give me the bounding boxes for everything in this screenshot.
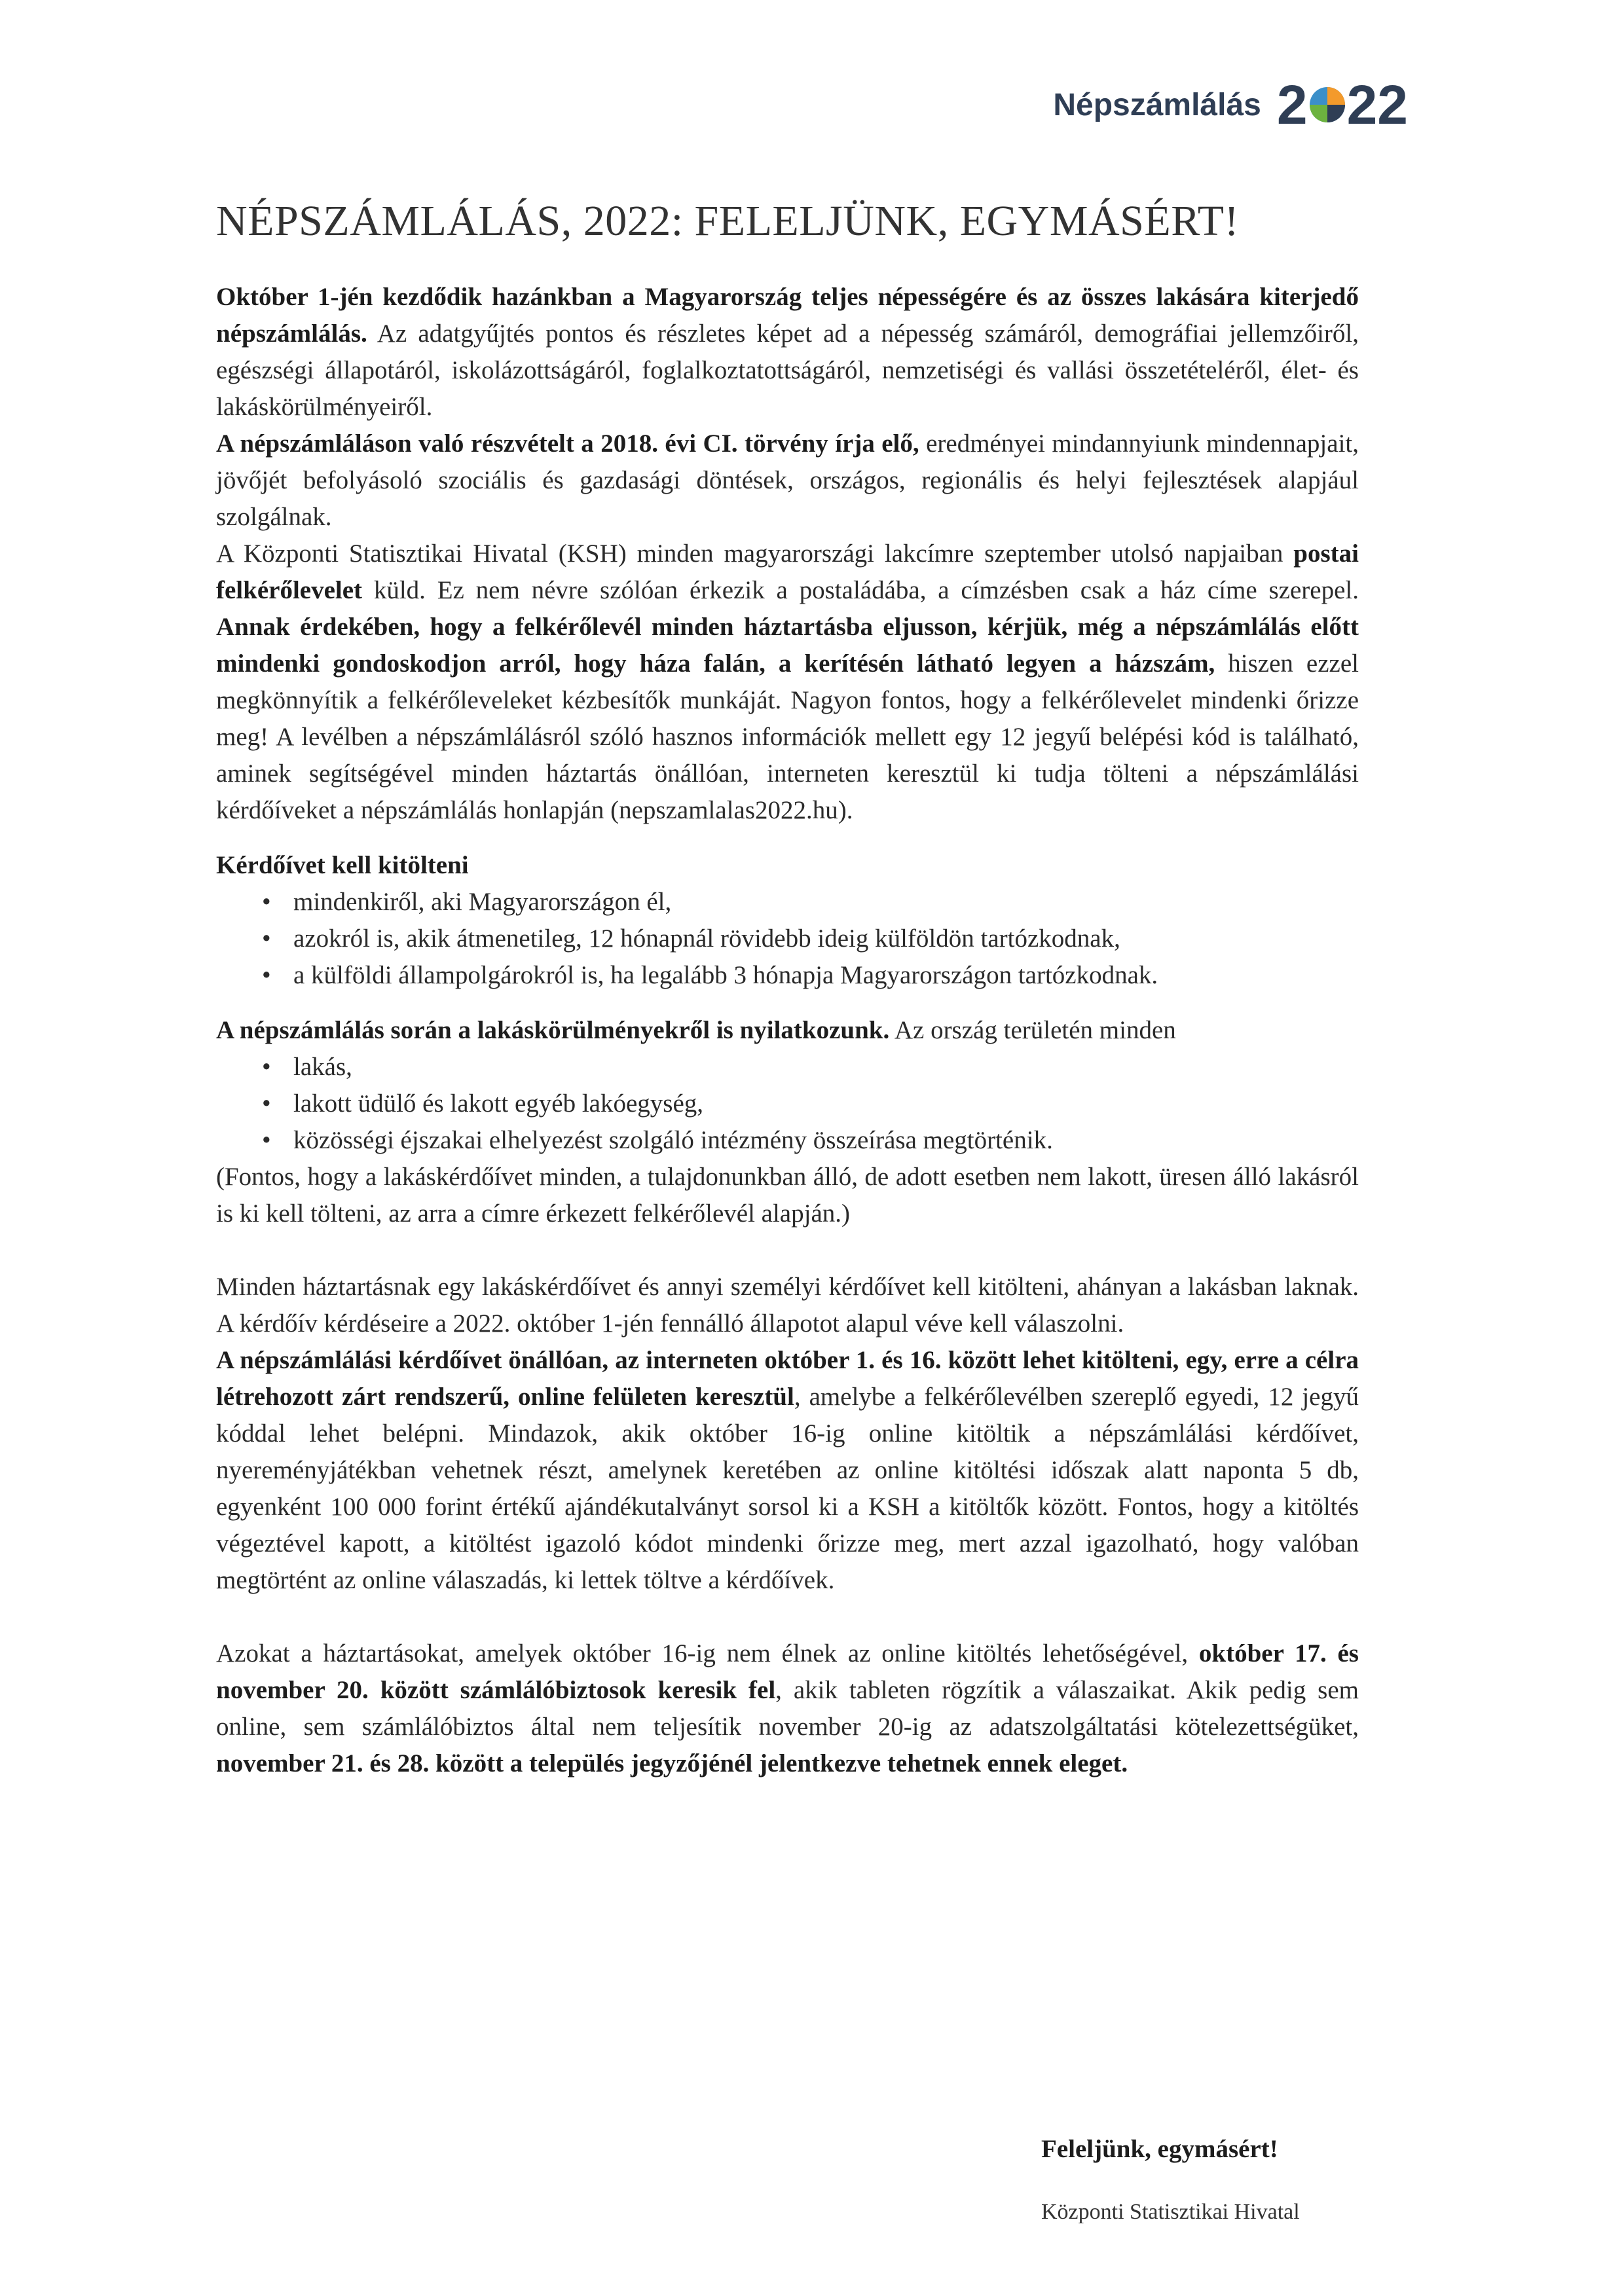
list-item: • közösségi éjszakai elhelyezést szolgáló intézmény összeírása megtörténik. <box>262 1122 1359 1159</box>
enumerators-bold-1: október 17. és november 20. között számlálóbiztosok keresik fel <box>216 1639 1359 1704</box>
housing-note: (Fontos, hogy a lakáskérdőívet minden, a tulajdonunkban álló, de adott esetben nem lakott, üresen álló lakásról is ki kell tölteni, az arra a címre érkezett felkérőlevél alapján.) <box>216 1163 1359 1228</box>
census-logo <box>1053 74 1408 136</box>
questionnaire-list <box>216 884 1359 994</box>
closing-line: Feleljünk, egymásért! <box>1041 2135 1278 2163</box>
ksh-bold-1: postai felkérőlevelet <box>216 539 1359 604</box>
ksh-text-3: hiszen ezzel megkönnyítik a felkérőleveleket kézbesítők munkáját. Nagyon fontos, hogy a felkérőlevelet mindenki őrizze meg! A levélben a népszámlálásról szóló hasznos információk mellett egy 12 jegyű belépési kód is található, aminek segítségével minden háztartás önállóan, interneten keresztül ki tudja tölteni a népszámlálási kérdőíveket a népszámlálás honlapján (nepszamlalas2022.hu). <box>216 649 1359 824</box>
logo-year-left: 2 <box>1276 74 1308 136</box>
law-bold: A népszámláláson való részvételt a 2018. évi CI. törvény írja elő, <box>216 429 919 458</box>
online-bold: A népszámlálási kérdőívet önállóan, az interneten október 1. és 16. között lehet kitölteni, egy, erre a célra létrehozott zárt rendszerű, online felületen keresztül <box>216 1346 1359 1411</box>
letter-body <box>216 196 1359 1782</box>
list-item: • lakás, <box>262 1049 1359 1085</box>
ksh-paragraph <box>216 536 1359 829</box>
questionnaire-heading-text: Kérdőívet kell kitölteni <box>216 851 469 879</box>
online-text: , amelybe a felkérőlevélben szereplő egyedi, 12 jegyű kóddal lehet belépni. Mindazok, akik október 16-ig online kitöltik a népszámlálási kérdőívet, nyereményjátékban vehetnek részt, amelynek keretében az online kitöltési időszak alatt naponta 5 db, egyenként 100 000 forint értékű ajándékutalványt sorsol ki a KSH a kitöltők között. Fontos, hogy a kitöltés végeztével kapott, a kitöltést igazoló kódot mindenki őrizze meg, mert azzal igazolható, hogy valóban megtörtént az online válaszadás, ki lettek töltve a kérdőívek. <box>216 1383 1359 1594</box>
ksh-bold-2: Annak érdekében, hogy a felkérőlevél minden háztartásba eljusson, kérjük, még a népszámlálás előtt mindenki gondoskodjon arról, hogy háza falán, a kerítésén látható legyen a házszám, <box>216 613 1359 678</box>
online-paragraph <box>216 1342 1359 1599</box>
list-item: • a külföldi állampolgárokról is, ha legalább 3 hónapja Magyarországon tartózkodnak. <box>262 957 1359 994</box>
logo-year-right: 22 <box>1346 74 1408 136</box>
intro-bold: Október 1-jén kezdődik hazánkban a Magyarország teljes népességére és az összes lakására kiterjedő népszámlálás. <box>216 283 1359 348</box>
list-item: • lakott üdülő és lakott egyéb lakóegység, <box>262 1085 1359 1122</box>
enumerators-paragraph <box>216 1635 1359 1782</box>
law-text: eredményei mindannyiunk mindennapjait, jövőjét befolyásoló szociális és gazdasági döntések, országos, regionális és helyi fejlesztések alapjául szolgálnak. <box>216 429 1359 531</box>
page-title: NÉPSZÁMLÁLÁS, 2022: FELELJÜNK, EGYMÁSÉRT! <box>216 197 1240 245</box>
logo-year <box>1276 74 1408 136</box>
intro-paragraph <box>216 279 1359 426</box>
enumerators-text-2: , akik tableten rögzítik a válaszaikat. Akik pedig sem online, sem számlálóbiztos által nem teljesítik november 20-ig az adatszolgáltatási kötelezettségüket, <box>216 1676 1359 1741</box>
intro-text: Az adatgyűjtés pontos és részletes képet ad a népesség számáról, demográfiai jellemzőiről, egészségi állapotáról, iskolázottságáról, foglalkoztatottságáról, nemzetiségi és vallási összetételéről, élet- és lakáskörülményeiről. <box>216 319 1359 421</box>
housing-bold: A népszámlálás során a lakáskörülményekről is nyilatkozunk. <box>216 1016 890 1044</box>
household-paragraph: Minden háztartásnak egy lakáskérdőívet és annyi személyi kérdőívet kell kitölteni, ahányan a lakásban laknak. A kérdőív kérdéseire a 2022. október 1-jén fennálló állapotot alapul véve kell válaszolni. <box>216 1273 1359 1338</box>
housing-text: Az ország területén minden <box>889 1016 1176 1044</box>
logo-text: Népszámlálás <box>1053 87 1261 122</box>
housing-paragraph <box>216 1012 1359 1049</box>
ksh-text-2: küld. Ez nem névre szólóan érkezik a postaládába, a címzésben csak a ház címe szerepel. <box>362 576 1359 604</box>
enumerators-bold-2: november 21. és 28. között a település jegyzőjénél jelentkezve tehetnek ennek eleget. <box>216 1749 1128 1777</box>
questionnaire-heading <box>216 847 1359 884</box>
housing-list <box>216 1049 1359 1159</box>
list-item: • azokról is, akik átmenetileg, 12 hónapnál rövidebb ideig külföldön tartózkodnak, <box>262 920 1359 957</box>
enumerators-text-1: Azokat a háztartásokat, amelyek október 16-ig nem élnek az online kitöltés lehetőségével, <box>216 1639 1199 1667</box>
globe-icon <box>1308 86 1346 124</box>
signature: Központi Statisztikai Hivatal <box>1041 2200 1300 2224</box>
law-paragraph <box>216 426 1359 536</box>
ksh-text-1: A Központi Statisztikai Hivatal (KSH) minden magyarországi lakcímre szeptember utolsó napjaiban <box>216 539 1294 568</box>
list-item: • mindenkiről, aki Magyarországon él, <box>262 884 1359 920</box>
